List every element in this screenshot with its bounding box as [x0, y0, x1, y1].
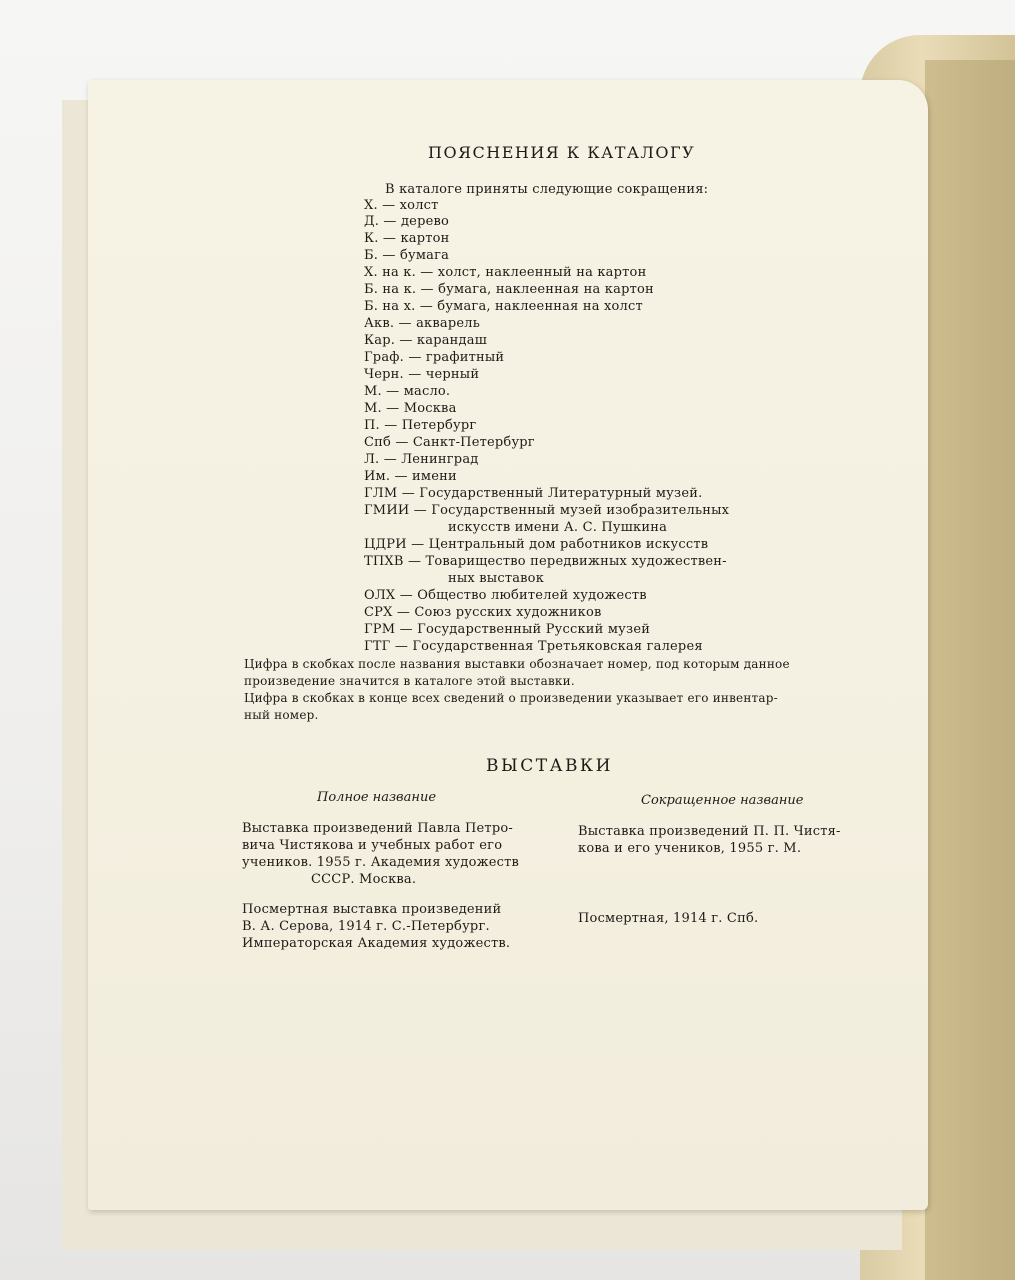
abbr-item: ГРМ — Государственный Русский музей — [364, 622, 651, 637]
abbr-item: Д. — дерево — [364, 214, 450, 229]
abbr-item: Акв. — акварель — [364, 316, 480, 331]
exhibition-full-line: учеников. 1955 г. Академия художеств — [242, 855, 520, 870]
abbr-item: М. — масло. — [364, 384, 451, 399]
abbr-item: К. — картон — [364, 231, 450, 246]
abbr-item: Им. — имени — [364, 469, 457, 484]
note-line: произведение значится в каталоге этой выставки. — [244, 674, 575, 688]
abbr-item: Граф. — графитный — [364, 350, 505, 365]
abbr-item: ТПХВ — Товарищество передвижных художествен- — [364, 554, 727, 569]
exhibition-full-line: СССР. Москва. — [311, 872, 417, 887]
exhibition-full-line: Выставка произведений Павла Петро- — [242, 821, 513, 836]
abbr-item: Кар. — карандаш — [364, 333, 487, 348]
exhibition-full-line: В. А. Серова, 1914 г. С.-Петербург. — [242, 919, 490, 934]
page-heading: ПОЯСНЕНИЯ К КАТАЛОГУ — [428, 143, 696, 162]
abbr-item: П. — Петербург — [364, 418, 477, 433]
exhibition-full-line: Посмертная выставка произведений — [242, 902, 502, 917]
abbr-item: Б. — бумага — [364, 248, 450, 263]
note-line: ный номер. — [244, 708, 319, 722]
abbr-item: ОЛХ — Общество любителей художеств — [364, 588, 647, 603]
col-full-header: Полное название — [317, 790, 437, 805]
exhibitions-heading: ВЫСТАВКИ — [486, 756, 613, 776]
abbr-item: Л. — Ленинград — [364, 452, 479, 467]
note-line: Цифра в скобках после названия выставки обозначает номер, под которым данное — [244, 657, 790, 671]
col-short-header: Сокращенное название — [641, 793, 804, 808]
abbr-item-continuation: искусств имени А. С. Пушкина — [448, 520, 668, 535]
abbr-item: ГТГ — Государственная Третьяковская галерея — [364, 639, 703, 654]
book-cover-edge — [925, 60, 1015, 1280]
abbr-item: Х. — холст — [364, 198, 439, 213]
note-line: Цифра в скобках в конце всех сведений о произведении указывает его инвентар- — [244, 691, 778, 705]
abbr-item: Спб — Санкт-Петербург — [364, 435, 535, 450]
abbr-item: Б. на х. — бумага, наклеенная на холст — [364, 299, 643, 314]
abbr-item-continuation: ных выставок — [448, 571, 545, 586]
abbr-item: ГМИИ — Государственный музей изобразительных — [364, 503, 730, 518]
exhibition-full-line: вича Чистякова и учебных работ его — [242, 838, 503, 853]
exhibition-short-line: Выставка произведений П. П. Чистя- — [578, 824, 841, 839]
exhibition-short-line: Посмертная, 1914 г. Спб. — [578, 911, 759, 926]
catalog-page — [88, 80, 928, 1210]
abbr-item: Х. на к. — холст, наклеенный на картон — [364, 265, 647, 280]
exhibition-short-line: кова и его учеников, 1955 г. М. — [578, 841, 802, 856]
abbr-item: ГЛМ — Государственный Литературный музей. — [364, 486, 703, 501]
abbr-item: Б. на к. — бумага, наклеенная на картон — [364, 282, 654, 297]
abbr-item: СРХ — Союз русских художников — [364, 605, 602, 620]
abbr-item: Черн. — черный — [364, 367, 480, 382]
abbr-item: ЦДРИ — Центральный дом работников искусств — [364, 537, 709, 552]
intro-line: В каталоге приняты следующие сокращения: — [385, 182, 709, 197]
abbr-item: М. — Москва — [364, 401, 457, 416]
exhibition-full-line: Императорская Академия художеств. — [242, 936, 511, 951]
